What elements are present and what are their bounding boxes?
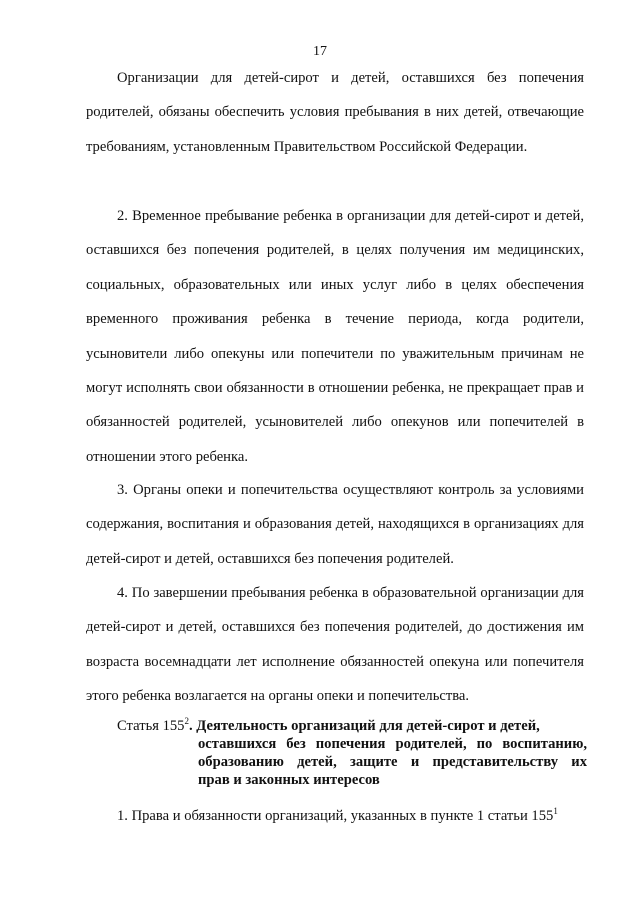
article-heading [117, 717, 587, 789]
article-label-superscript: 2 [184, 716, 189, 727]
paragraph-intro: Организации для детей-сирот и детей, оставшихся без попечения родителей, обязаны обеспечить условия пребывания в них детей, отвечающие требованиям, установленным Правительством Российской Федерации. [86, 70, 584, 155]
article-title-line-3: образованию детей, защите и представительству их [198, 754, 587, 770]
article-heading-first-line [117, 717, 587, 735]
article-title-line-4: прав и законных интересов [198, 772, 380, 788]
paragraph-article-item-1-superscript: 1 [553, 806, 558, 817]
paragraph-item-3: 3. Органы опеки и попечительства осуществляют контроль за условиями содержания, воспитания и образования детей, находящихся в организациях для детей-сирот и детей, оставшихся без попечения родителей. [86, 482, 584, 567]
paragraph-article-item-1 [86, 799, 584, 833]
paragraph-article-item-1-text: 1. Права и обязанности организаций, указанных в пункте 1 статьи 155 [117, 808, 554, 824]
article-label: Статья 155 [117, 718, 185, 734]
paragraph-item-4: 4. По завершении пребывания ребенка в образовательной организации для детей-сирот и детей, оставшихся без попечения родителей, до достижения им возраста восемнадцати лет исполнение обязанностей опекуна или попечителя этого ребенка возлагается на органы опеки и попечительства. [86, 585, 584, 705]
article-title-line-2: оставшихся без попечения родителей, по воспитанию, [198, 736, 587, 752]
paragraph-item-2: 2. Временное пребывание ребенка в организации для детей-сирот и детей, оставшихся без попечения родителей, в целях получения им медицинских, социальных, образовательных или иных услуг либо в целях обеспечения временного проживания ребенка в течение периода, когда родители, усыновители либо опекуны или попечители по уважительным причинам не могут исполнять свои обязанности в отношении ребенка, не прекращает прав и обязанностей родителей, усыновителей либо опекунов или попечителей в отношении этого ребенка. [86, 208, 584, 465]
page-number: 17 [313, 44, 327, 59]
article-title-line-1: . Деятельность организаций для детей-сирот и детей, [188, 718, 540, 734]
